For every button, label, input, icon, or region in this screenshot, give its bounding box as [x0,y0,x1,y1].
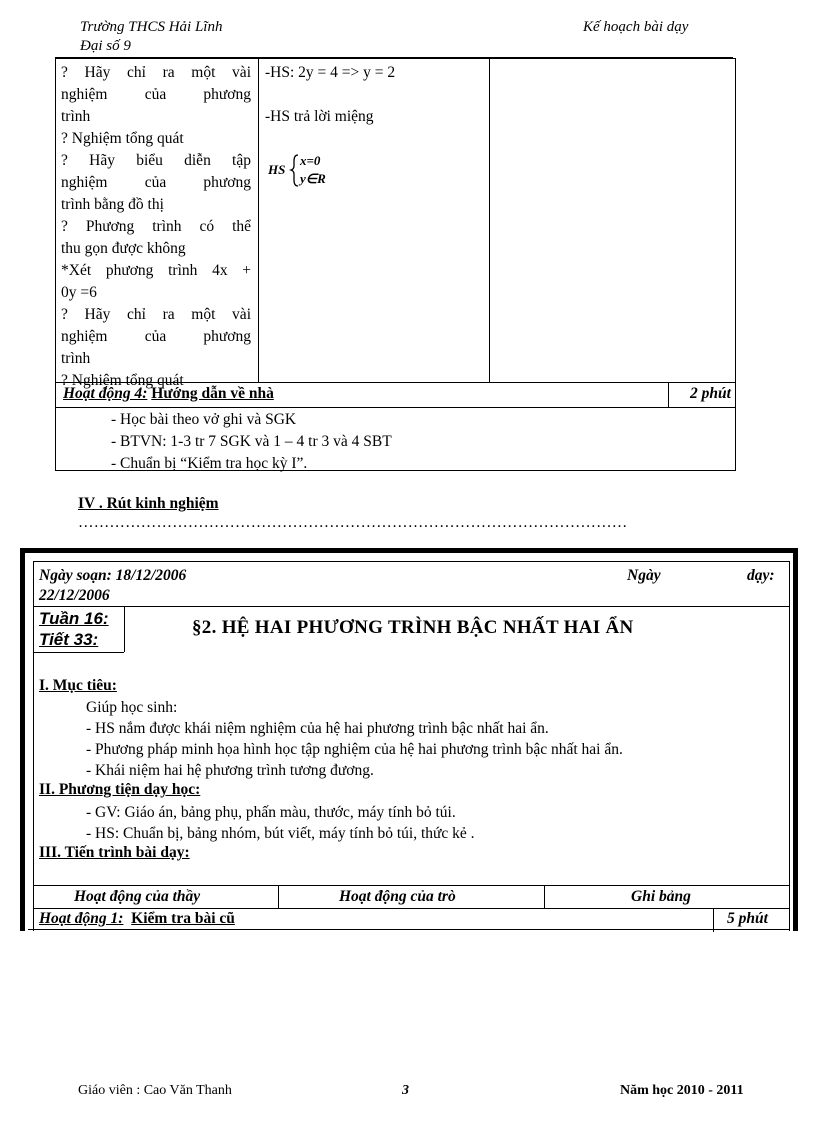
lesson-title: §2. HỆ HAI PHƯƠNG TRÌNH BẬC NHẤT HAI ẨN [192,617,634,638]
means-title: II. Phương tiện dạy học: [39,781,201,798]
plan-label: Kế hoạch bài dạy [583,19,689,35]
row-divider [56,407,735,408]
week-label: Tuần 16: [39,609,109,628]
column-divider [124,606,125,652]
math-line1: x=0 [300,153,321,168]
homework-item: - Chuẩn bị “Kiểm tra học kỳ I”. [111,455,308,472]
activity1-time: 5 phút [727,910,768,927]
activity-table-continued [55,58,736,471]
teacher-line: nghiệm của phương [61,174,251,191]
student-answer: -HS trả lời miệng [265,108,374,125]
activity1-label: Hoạt động 1 [39,910,119,927]
objective-item: - Khái niệm hai hệ phương trình tương đương. [86,762,374,779]
teacher-line: ? Hãy biểu diễn tập [61,152,251,169]
lesson-frame [20,548,798,931]
means-item: - GV: Giáo án, bảng phụ, phấn màu, thước, máy tính bỏ túi. [86,804,456,821]
objective-item: - Phương pháp minh họa hình học tập nghiệm của hệ hai phương trình bậc nhất hai ẩn. [86,741,623,758]
means-item: - HS: Chuẩn bị, bảng nhóm, bút viết, máy tính bỏ túi, thức kẻ . [86,825,475,842]
teach-date: 22/12/2006 [39,587,110,604]
objectives-intro: Giúp học sinh: [86,699,178,716]
header-teacher-activity: Hoạt động của thầy [74,888,201,905]
activity4-heading [63,385,274,403]
teacher-line: *Xét phương trình 4x + [61,262,251,279]
row-divider [28,929,790,930]
row-divider [34,885,789,886]
footer-year: Năm học 2010 - 2011 [620,1083,744,1098]
solution-system-formula [268,149,368,189]
row-divider [34,606,789,607]
objectives-title: I. Mục tiêu: [39,677,117,694]
prep-date: Ngày soạn: 18/12/2006 [39,567,187,584]
reflection-title: IV . Rút kinh nghiệm [78,495,219,512]
header-board: Ghi bảng [631,888,691,905]
reflection-dots: …………………………………………………………………………………………… [78,514,628,531]
teacher-line: trình [61,108,91,125]
activity4-label: Hoạt động 4: [63,385,148,402]
time-divider [668,382,669,407]
homework-item: - Học bài theo vở ghi và SGK [111,411,297,428]
teacher-line: trình bằng đồ thị [61,196,164,213]
page-number: 3 [402,1083,409,1098]
student-answer: -HS: 2y = 4 => y = 2 [265,64,396,81]
teacher-line: thu gọn được không [61,240,186,257]
subject-name: Đại số 9 [80,38,131,54]
teacher-line: ? Nghiệm tổng quát [61,130,184,147]
column-divider [489,59,490,382]
teacher-line: nghiệm của phương [61,328,251,345]
teacher-line: ? Hãy chỉ ra một vài [61,306,251,323]
teacher-line: 0y =6 [61,284,97,301]
brace-icon [291,155,298,186]
teach-date-label-2: dạy: [747,567,775,584]
row-divider [34,908,789,909]
homework-item: - BTVN: 1-3 tr 7 SGK và 1 – 4 tr 3 và 4 SBT [111,433,392,450]
math-prefix: HS [268,162,286,177]
teacher-line: trình [61,350,91,367]
period-label: Tiết 33: [39,630,99,649]
teacher-line: ? Hãy chỉ ra một vài [61,64,251,81]
teacher-activity-column [61,62,251,392]
column-divider [258,59,259,382]
teacher-line: nghiệm của phương [61,86,251,103]
student-activity-column [265,62,485,128]
header-student-activity: Hoạt động của trò [339,888,456,905]
activity1-heading: Hoạt động 1: Kiểm tra bài cũ [39,910,235,927]
school-name: Trường THCS Hải Lĩnh [80,19,223,35]
column-divider [278,885,279,908]
teach-date-label: Ngày [627,567,661,584]
lesson-inner-box [33,561,790,931]
objective-item: - HS nắm được khái niệm nghiệm của hệ hai phương trình bậc nhất hai ẩn. [86,720,549,737]
column-divider [544,885,545,908]
activity1-title: Kiểm tra bài cũ [131,910,235,927]
homework-list [111,409,392,475]
teacher-line: ? Nghiệm tổng quát [61,372,184,389]
activity4-title: Hướng dẫn về nhà [151,385,274,402]
row-divider [34,652,124,653]
teacher-line: ? Phương trình có thể [61,218,251,235]
footer-teacher: Giáo viên : Cao Văn Thanh [78,1083,232,1098]
math-line2: y∈R [300,171,326,186]
activity4-time: 2 phút [690,385,731,402]
process-title: III. Tiến trình bài dạy: [39,844,190,861]
